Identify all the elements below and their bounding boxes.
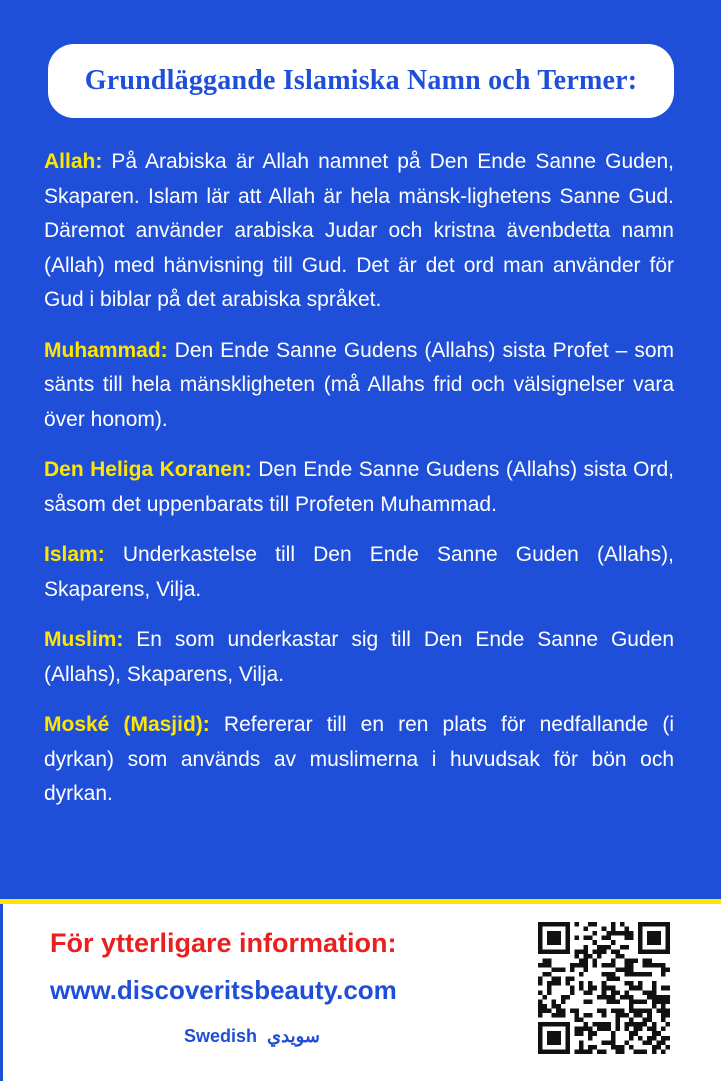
language-english: Swedish — [184, 1026, 258, 1046]
info-heading: För ytterligare information: — [50, 928, 397, 958]
term-label: Den Heliga Koranen: — [44, 458, 252, 481]
term-entry-islam — [44, 538, 674, 607]
term-label: Muhammad: — [44, 338, 168, 362]
term-definition: Underkastelse till Den Ende Sanne Guden (Allahs), Skaparens, Vilja. — [44, 543, 674, 601]
term-definition: Den Ende Sanne Gudens (Allahs) sista Ord, såsom det uppenbarats till Profeten Muhammad. — [44, 458, 674, 516]
footer-edge — [0, 904, 3, 1081]
term-definition: Den Ende Sanne Gudens (Allahs) sista Profet – som sänts till hela mänskligheten (må Allahs frid och välsignelser vara över honom). — [44, 338, 674, 431]
terms-list — [44, 145, 674, 828]
term-entry-muslim — [44, 623, 674, 692]
term-label: Allah: — [44, 150, 103, 173]
title-banner — [48, 44, 674, 118]
qr-code-icon[interactable] — [538, 922, 670, 1054]
page-title: Grundläggande Islamiska Namn och Termer: — [84, 65, 638, 96]
website-link[interactable]: www.discoveritsbeauty.com — [50, 975, 397, 1005]
term-definition: På Arabiska är Allah namnet på Den Ende Sanne Guden, Skaparen. Islam lär att Allah är hela mänsk-lighetens Sanne Gud. Däremot använder arabiska Judar och kristna ävenbdetta namn (Allah) med hänvisning till Gud. Det är det ord man använder för Gud i biblar på det arabiska språket. — [44, 150, 675, 311]
term-label: Islam: — [44, 543, 105, 566]
term-entry-moske — [44, 708, 674, 812]
language-label — [184, 1026, 320, 1047]
term-label: Moské (Masjid): — [44, 713, 210, 736]
language-arabic: سويدي — [267, 1026, 320, 1046]
term-entry-koranen — [44, 453, 674, 522]
term-definition: En som underkastar sig till Den Ende Sanne Guden (Allahs), Skaparens, Vilja. — [44, 628, 674, 686]
term-entry-allah — [44, 145, 674, 318]
term-label: Muslim: — [44, 628, 124, 651]
term-definition: Refererar till en ren plats för nedfallande (i dyrkan) som används av muslimerna i huvudsak för bön och dyrkan. — [44, 713, 674, 805]
term-entry-muhammad — [44, 334, 674, 438]
